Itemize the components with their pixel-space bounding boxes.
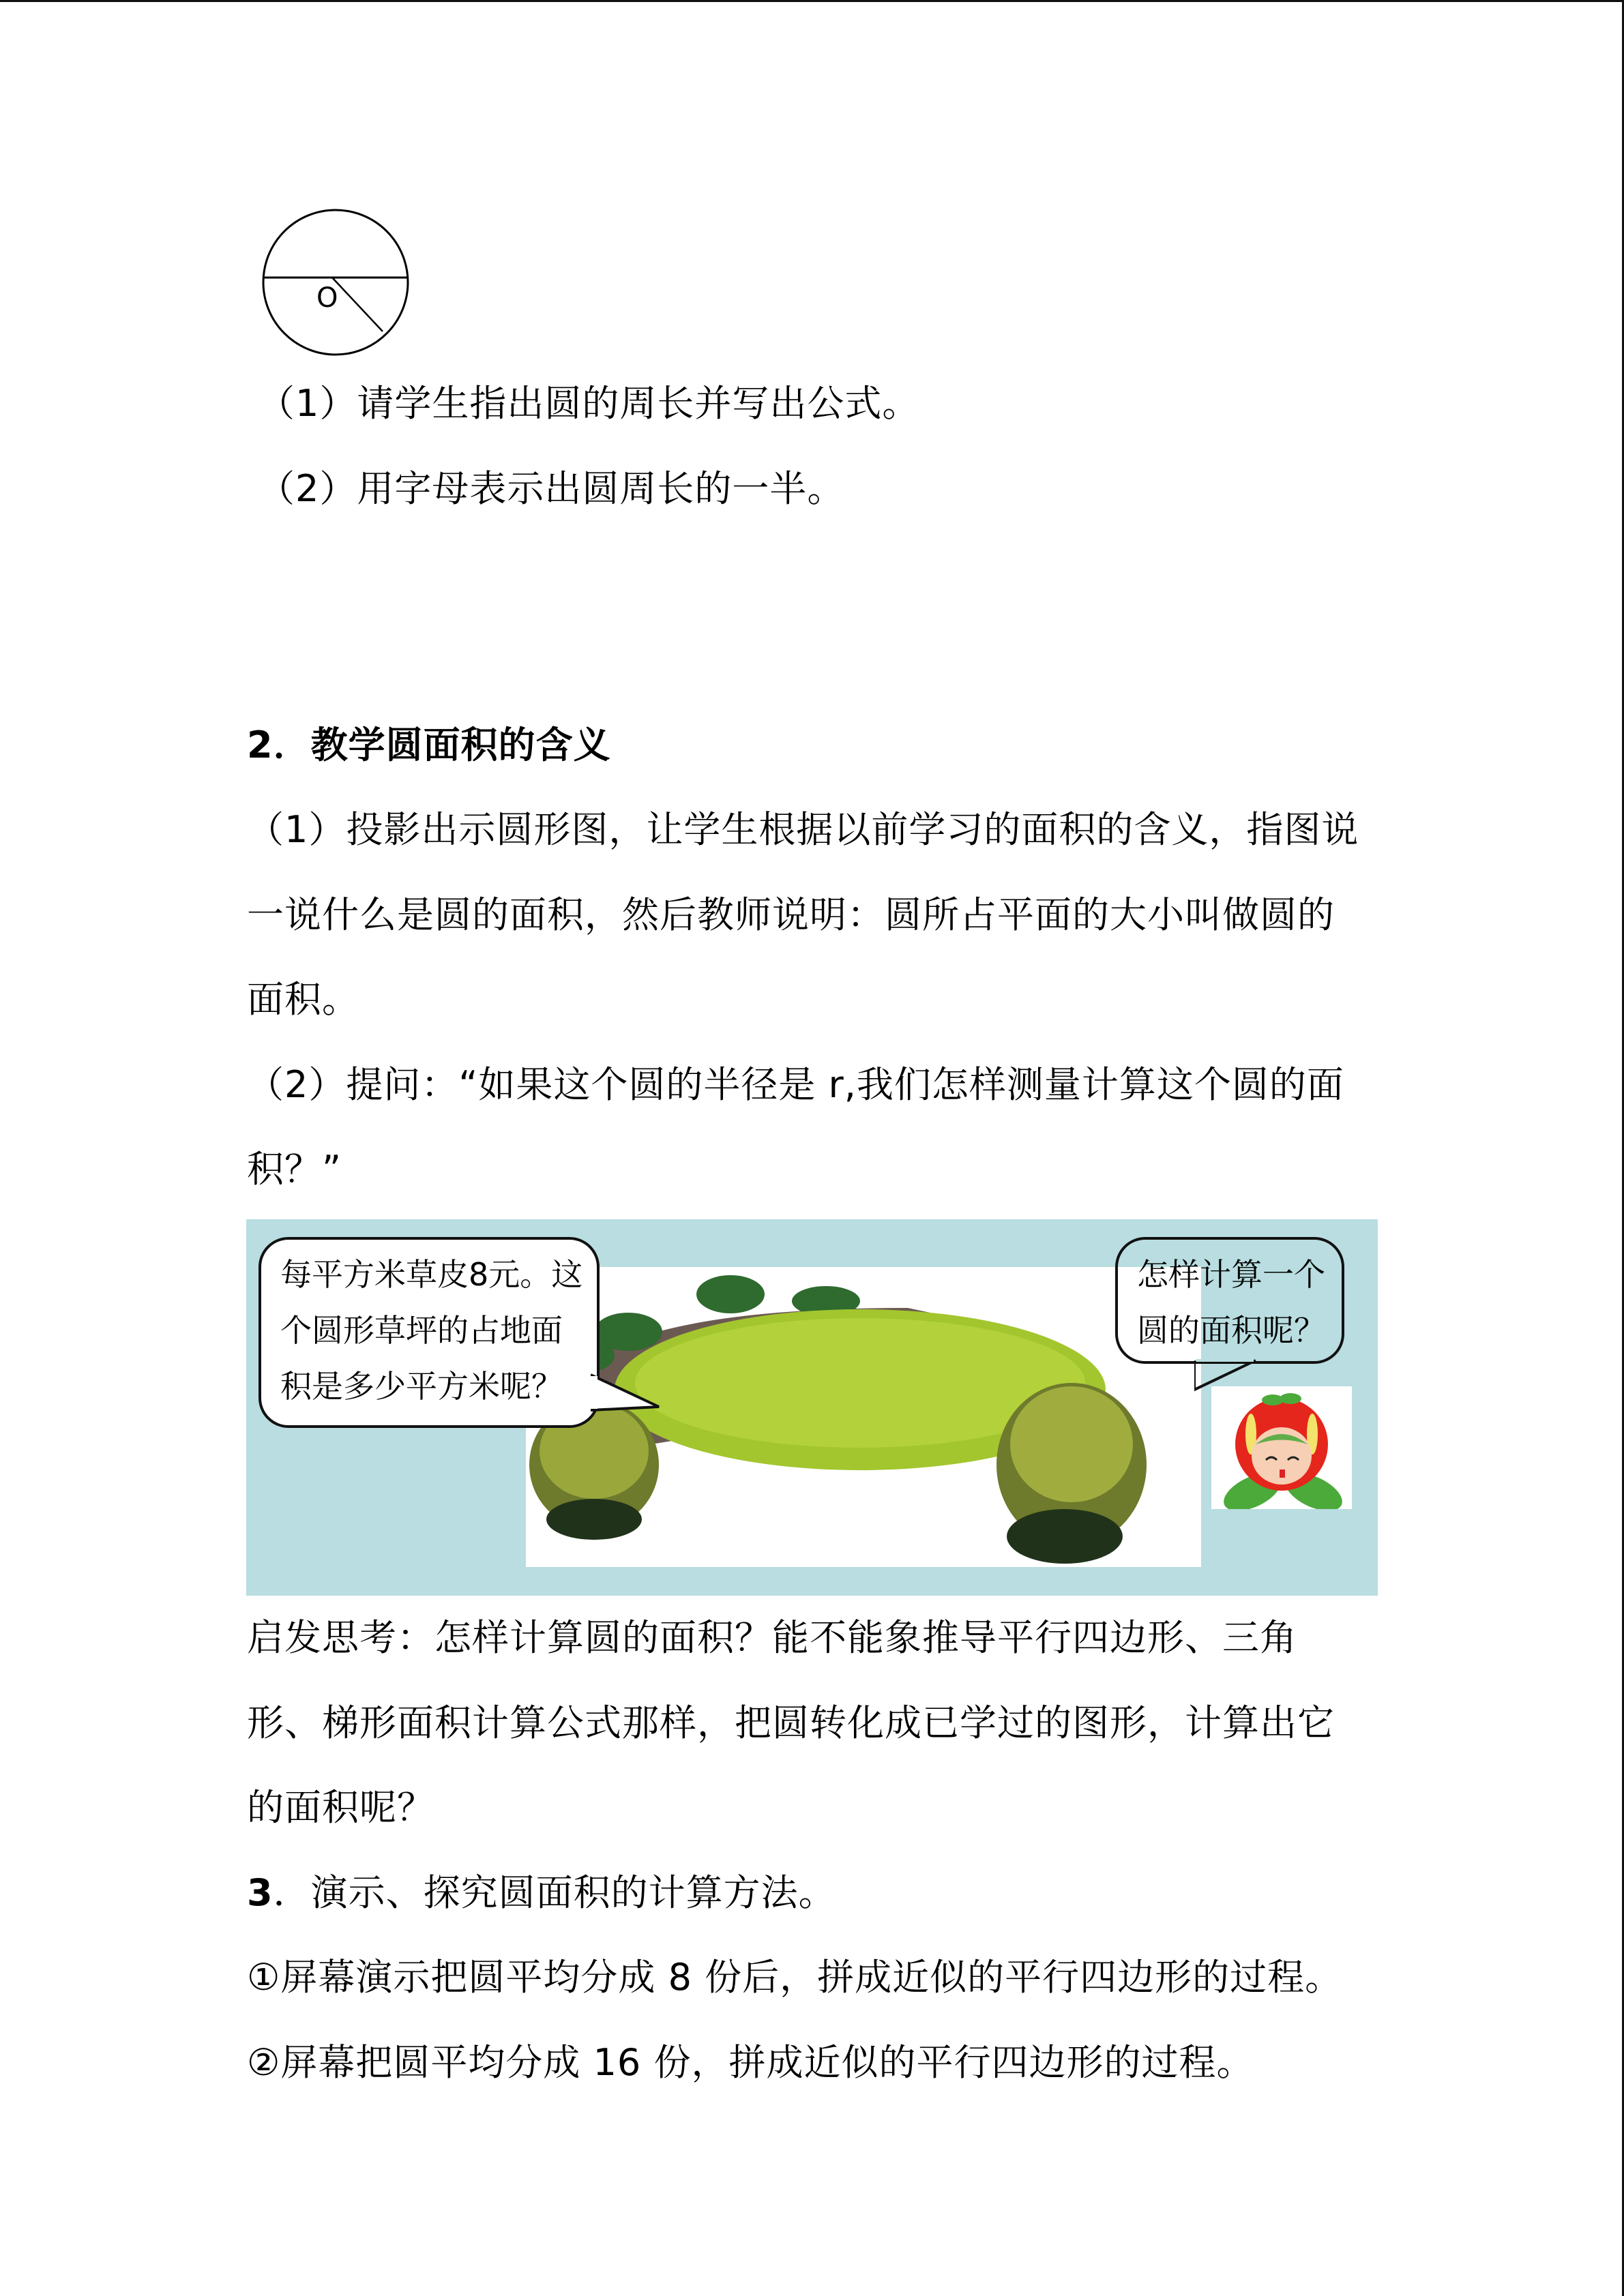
step-1: ①屏幕演示把圆平均分成 8 份后，拼成近似的平行四边形的过程。 <box>247 1956 1343 1999</box>
page-border-top <box>0 0 1624 2</box>
section-3-number: 3 <box>247 1871 274 1914</box>
circle-center-label: O <box>316 282 338 314</box>
bubble-text-line: 怎样计算一个 <box>1137 1256 1325 1293</box>
paragraph-line: 启发思考：怎样计算圆的面积？能不能象推导平行四边形、三角 <box>247 1616 1297 1659</box>
review-question-1: （1）请学生指出圆的周长并写出公式。 <box>258 382 920 425</box>
bubble-text-line: 每平方米草皮8元。这 <box>280 1256 583 1293</box>
paragraph-line: 形、梯形面积计算公式那样，把圆转化成已学过的图形，计算出它 <box>247 1701 1335 1744</box>
bubble-text-line: 个圆形草坪的占地面 <box>280 1312 563 1349</box>
paragraph-line: 的面积呢？ <box>247 1786 434 1829</box>
bubble-text-line: 圆的面积呢？ <box>1137 1312 1325 1349</box>
paragraph-line: （2）提问：“如果这个圆的半径是 r,我们怎样测量计算这个圆的面 <box>247 1063 1344 1106</box>
circle-diagram <box>259 205 412 360</box>
review-question-2: （2）用字母表示出圆周长的一半。 <box>258 467 845 510</box>
section-3-heading <box>247 1871 836 1915</box>
paragraph-line: 面积。 <box>247 978 359 1021</box>
bubble-text-line: 积是多少平方米呢？ <box>280 1368 563 1405</box>
paragraph-line: 一说什么是圆的面积，然后教师说明：圆所占平面的大小叫做圆的 <box>247 893 1335 936</box>
paragraph-line: （1）投影出示圆形图，让学生根据以前学习的面积的含义，指图说 <box>247 808 1359 851</box>
step-2: ②屏幕把圆平均分成 16 份，拼成近似的平行四边形的过程。 <box>247 2041 1254 2084</box>
lawn-illustration <box>246 1219 1378 1596</box>
bubble-left-tail <box>591 1369 673 1424</box>
section-2-heading: 2．教学圆面积的含义 <box>247 724 611 766</box>
section-3-title: ．演示、探究圆面积的计算方法。 <box>273 1871 836 1914</box>
paragraph-line: 积？” <box>247 1148 342 1191</box>
speech-bubble-left <box>259 1237 600 1428</box>
speech-bubble-right <box>1115 1237 1344 1364</box>
apple-mascot <box>1211 1386 1352 1509</box>
